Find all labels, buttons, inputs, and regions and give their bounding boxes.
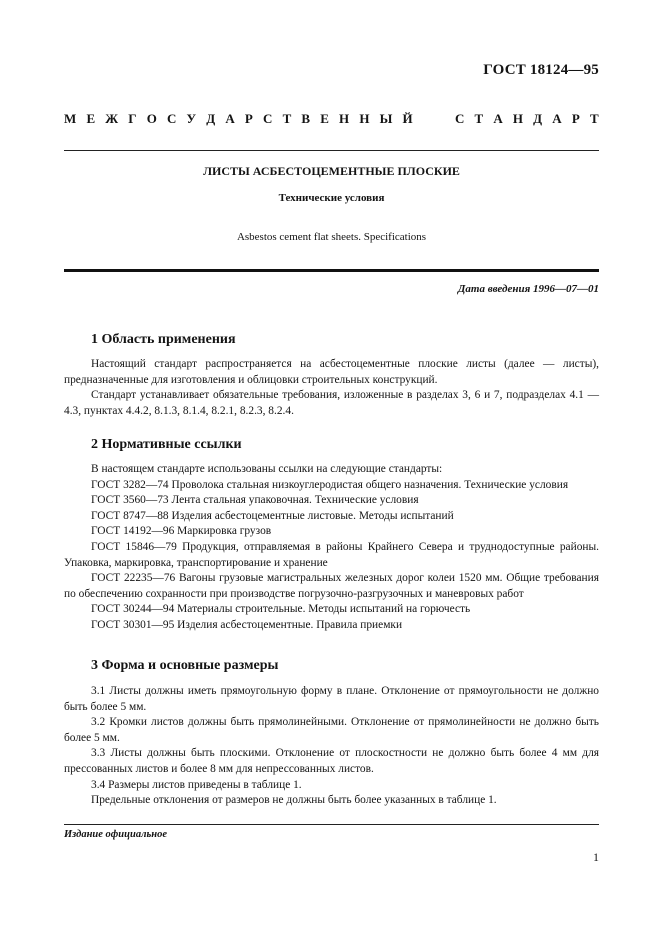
section-body [64, 357, 599, 419]
reference-item: ГОСТ 30244—94 Материалы строительные. Методы испытаний на горючесть [91, 603, 471, 616]
document-subtitle: Технические условия [278, 192, 385, 204]
banner-letter: С [263, 111, 273, 126]
banner-letter: Ж [105, 111, 119, 126]
banner-letter: Е [320, 111, 329, 126]
section-body [64, 684, 599, 809]
banner-letter: М [64, 111, 77, 126]
banner-letter: В [301, 111, 311, 126]
paragraph: В настоящем стандарте использованы ссылки на следующие стандарты: [91, 463, 443, 475]
footer-rule [64, 824, 599, 825]
introduction-date: Дата введения 1996—07—01 [457, 283, 599, 295]
title-rule [64, 269, 599, 272]
banner-letter: Е [86, 111, 96, 126]
banner-letter: Р [244, 111, 253, 126]
reference-item: ГОСТ 3282—74 Проволока стальная низкоуглеродистая общего назначения. Технические условия [91, 478, 569, 491]
header-rule [64, 150, 599, 151]
document-number: ГОСТ 18124—95 [483, 62, 599, 78]
paragraph: Предельные отклонения от размеров не должны быть более указанных в таблице 1. [91, 794, 497, 807]
section-heading: 1 Область применения [91, 332, 236, 347]
interstate-standard-banner [64, 111, 599, 127]
banner-letter: Й [402, 111, 413, 126]
paragraph: 3.1 Листы должны иметь прямоугольную форму в плане. Отклонение от прямоугольности не должно быть более 5 мм. [64, 685, 599, 713]
reference-item: ГОСТ 22235—76 Вагоны грузовые магистральных железных дорог колеи 1520 мм. Общие требования по обеспечению сохранности при производстве погрузочно-разгрузочных и маневровых работ [64, 572, 599, 600]
banner-letter: О [146, 111, 157, 126]
reference-item: ГОСТ 14192—96 Маркировка грузов [91, 525, 272, 538]
banner-letter: А [552, 111, 562, 126]
document-title: ЛИСТЫ АСБЕСТОЦЕМЕНТНЫЕ ПЛОСКИЕ [203, 164, 460, 178]
paragraph: 3.4 Размеры листов приведены в таблице 1. [91, 778, 302, 791]
banner-letter: А [493, 111, 503, 126]
section-body [64, 462, 599, 634]
page-number: 1 [593, 850, 599, 864]
english-title: Asbestos cement flat sheets. Specifications [236, 231, 427, 243]
official-edition-note: Издание официальное [64, 829, 168, 840]
reference-item: ГОСТ 8747—88 Изделия асбестоцементные листовые. Методы испытаний [91, 509, 454, 522]
reference-item: ГОСТ 3560—73 Лента стальная упаковочная. Технические условия [91, 494, 419, 507]
banner-letter: Г [128, 111, 137, 126]
banner-letter: Д [206, 111, 216, 126]
paragraph: 3.2 Кромки листов должны быть прямолинейными. Отклонение от прямолинейности не должно быть более 5 мм. [64, 716, 599, 744]
banner-letter: Т [589, 111, 599, 126]
banner-letter: Р [571, 111, 580, 126]
banner-letter: Ы [379, 111, 393, 126]
paragraph: Настоящий стандарт распространяется на асбестоцементные плоские листы (далее — листы), предназначенные для изготовления и облицовки строительных конструкций. [64, 358, 599, 386]
banner-letter: Н [339, 111, 350, 126]
banner-letter: Н [359, 111, 370, 126]
banner-letter: А [225, 111, 235, 126]
reference-item: ГОСТ 15846—79 Продукция, отправляемая в районы Крайнего Севера и труднодоступные районы. Упаковка, маркировка, транспортирование и хранение [64, 540, 599, 569]
paragraph: Стандарт устанавливает обязательные требования, изложенные в разделах 3, 6 и 7, подразделах 4.1 — 4.3, пунктах 4.4.2, 8.1.3, 8.1.4, 8.2.1, 8.2.3, 8.2.4. [64, 389, 599, 417]
banner-letter: С [167, 111, 177, 126]
banner-letter: Т [474, 111, 484, 126]
banner-letter: Н [512, 111, 524, 126]
section-heading: 2 Нормативные ссылки [91, 437, 242, 452]
banner-letter: У [186, 111, 197, 126]
banner-word-gap [423, 111, 445, 127]
banner-letter: С [454, 111, 465, 126]
paragraph: 3.3 Листы должны быть плоскими. Отклонение от плоскостности не должно быть более 4 мм для прессованных листов и более 8 мм для непрессованных листов. [64, 747, 599, 775]
section-heading: 3 Форма и основные размеры [91, 658, 279, 673]
banner-letter: Д [533, 111, 543, 126]
reference-item: ГОСТ 30301—95 Изделия асбестоцементные. Правила приемки [91, 618, 403, 631]
banner-letter: Т [282, 111, 292, 126]
